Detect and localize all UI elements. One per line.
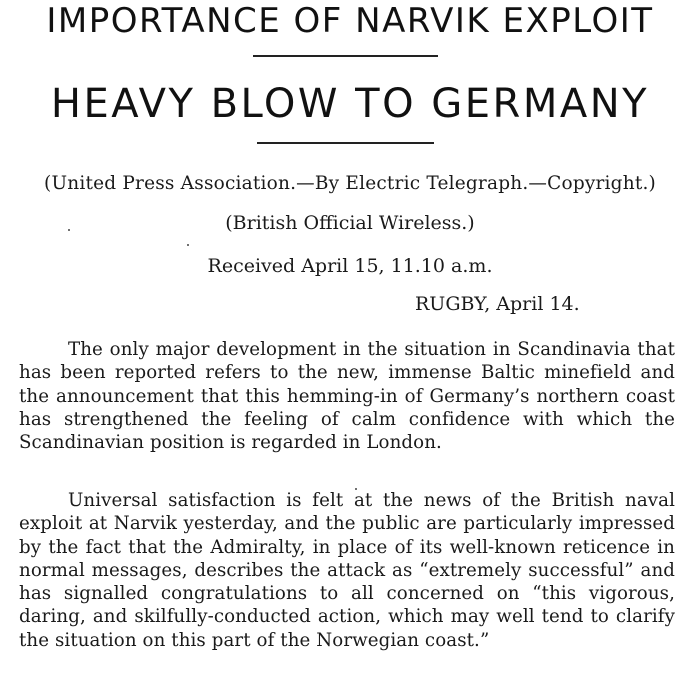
- headline-divider-bottom: [257, 142, 434, 144]
- body-paragraph-2: Universal satisfaction is felt at the news of the British naval exploit at Narvik yesterday, and the public are particularly impressed by the fact that the Admiralty, in place of its well-known reticence in normal messages, describes the attack as “extremely successful” and has signalled congratulations to all concerned on “this vigorous, daring, and skilfully-conducted action, which may well tend to clarify the situation on this part of the Norwegian coast.”: [19, 490, 675, 651]
- headline-secondary: HEAVY BLOW TO GERMANY: [50, 81, 650, 127]
- print-speck: [355, 488, 357, 490]
- print-speck: [187, 244, 189, 246]
- headline-primary: IMPORTANCE OF NARVIK EXPLOIT: [46, 1, 654, 41]
- news-source: (British Official Wireless.): [225, 212, 475, 234]
- body-paragraph-1: The only major development in the situation in Scandinavia that has been reported refers to the new, immense Baltic minefield and the announcement that this hemming-in of Germany’s northern coast has strengthened the feeling of calm confidence with which the Scandinavian position is regarded in London.: [19, 339, 675, 454]
- dateline: RUGBY, April 14.: [415, 293, 580, 315]
- received-time: Received April 15, 11.10 a.m.: [207, 255, 493, 277]
- print-speck: [68, 229, 70, 231]
- headline-divider-top: [253, 55, 438, 57]
- wire-credit: (United Press Association.—By Electric Telegraph.—Copyright.): [44, 173, 656, 194]
